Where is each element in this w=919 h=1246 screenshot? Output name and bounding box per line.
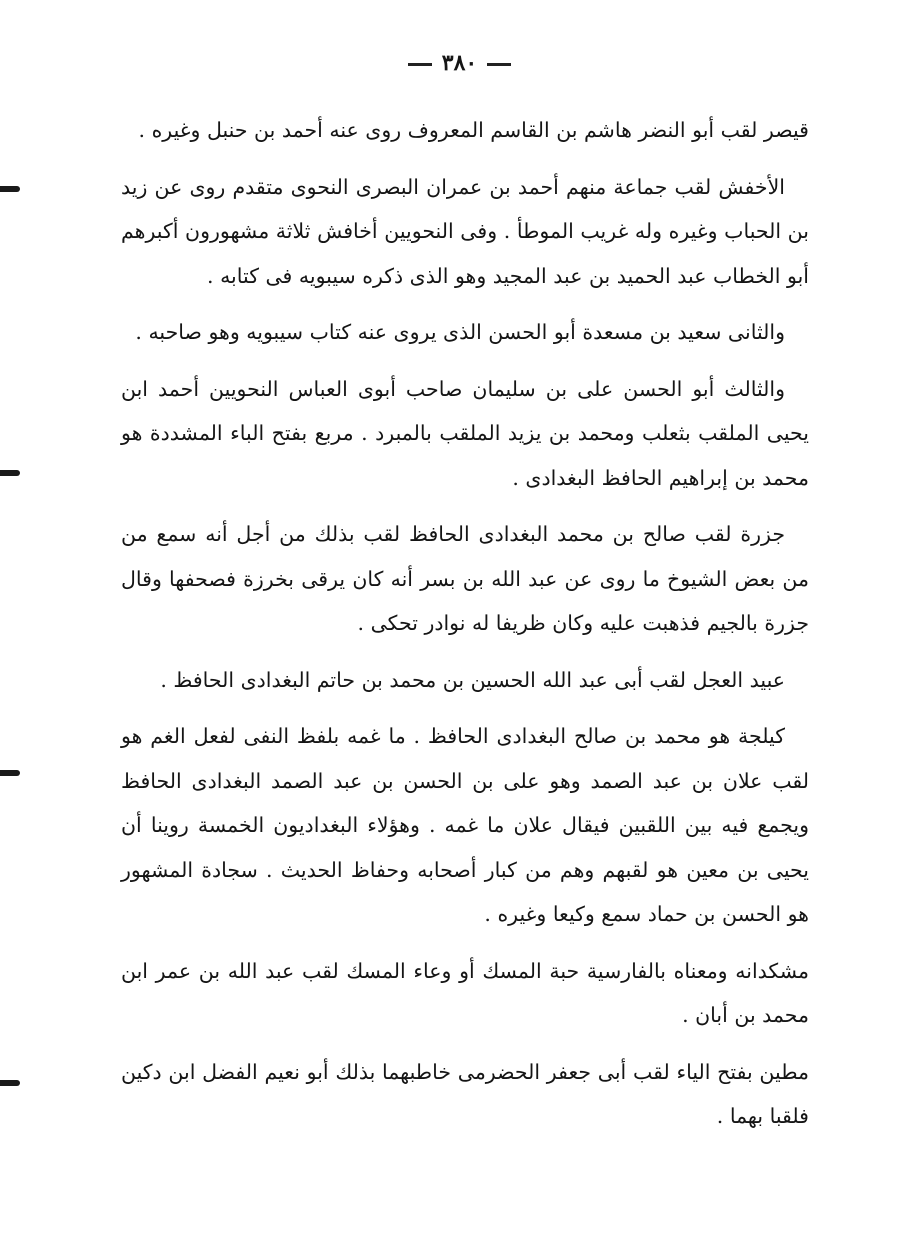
paragraph-mushkudana: مشكدانه ومعناه بالفارسية حبة المسك أو وعاء المسك لقب عبد الله بن عمر ابن محمد بن أبان . xyxy=(121,958,809,1027)
header-dash-left xyxy=(408,63,432,66)
paragraph-jazara: جزرة لقب صالح بن محمد البغدادى الحافظ لقب بذلك من أجل أنه سمع من من بعض الشيوخ ما روى عن عبد الله بن بسر أنه كان يرقى بخرزة فصحفها وقال جزرة بالجيم فذهبت عليه وكان ظريفا له نوادر تحكى . xyxy=(121,522,809,635)
header-dash-right xyxy=(487,63,511,66)
page-number: ٣٨٠ xyxy=(441,50,478,76)
paragraph-ubayd-al-ijl: عبيد العجل لقب أبى عبد الله الحسين بن محمد بن حاتم البغدادى الحافظ . xyxy=(160,667,785,692)
paragraph-akhfash: الأخفش لقب جماعة منهم أحمد بن عمران البصرى النحوى متقدم روى عن زيد بن الحباب وغيره وله غريب الموطأ . وفى النحويين أخافش ثلاثة مشهورون أكبرهم أبو الخطاب عبد الحميد بن عبد المجيد وهو الذى ذكره سيبويه فى كتابه . xyxy=(121,174,809,288)
margin-mark-1 xyxy=(0,186,20,192)
paragraph-kilaja: كيلجة هو محمد بن صالح البغدادى الحافظ . ما غمه بلفظ النفى لفعل الغم هو لقب علان بن عبد الصمد وهو على بن الحسن بن عبد الصمد البغدادى الحافظ ويجمع فيه بين اللقبين فيقال علان ما غمه . وهؤلاء البغداديون الخمسة روينا أن يحيى بن معين هو لقبهم وهم من كبار أصحابه وحفاظ الحديث . سجادة المشهور هو الحسن بن حماد سمع وكيعا وغيره . xyxy=(121,724,809,926)
margin-mark-4 xyxy=(0,1080,20,1086)
margin-mark-2 xyxy=(0,470,20,476)
margin-mark-3 xyxy=(0,770,20,776)
paragraph-qaysar: قيصر لقب أبو النضر هاشم بن القاسم المعروف روى عنه أحمد بن حنبل وغيره . xyxy=(138,118,809,142)
text-body xyxy=(121,108,809,1151)
paragraph-mutayyan: مطين بفتح الياء لقب أبى جعفر الحضرمى خاطبهما بذلك أبو نعيم الفضل ابن دكين فلقبا بهما . xyxy=(121,1059,809,1128)
paragraph-second-akhfash: والثانى سعيد بن مسعدة أبو الحسن الذى يروى عنه كتاب سيبويه وهو صاحبه . xyxy=(135,320,785,344)
paragraph-third-akhfash: والثالث أبو الحسن على بن سليمان صاحب أبوى العباس النحويين أحمد ابن يحيى الملقب بثعلب ومحمد بن يزيد الملقب بالمبرد . مربع بفتح الباء المشددة هو محمد بن إبراهيم الحافظ البغدادى . xyxy=(121,376,809,490)
page-number-header xyxy=(0,50,919,76)
